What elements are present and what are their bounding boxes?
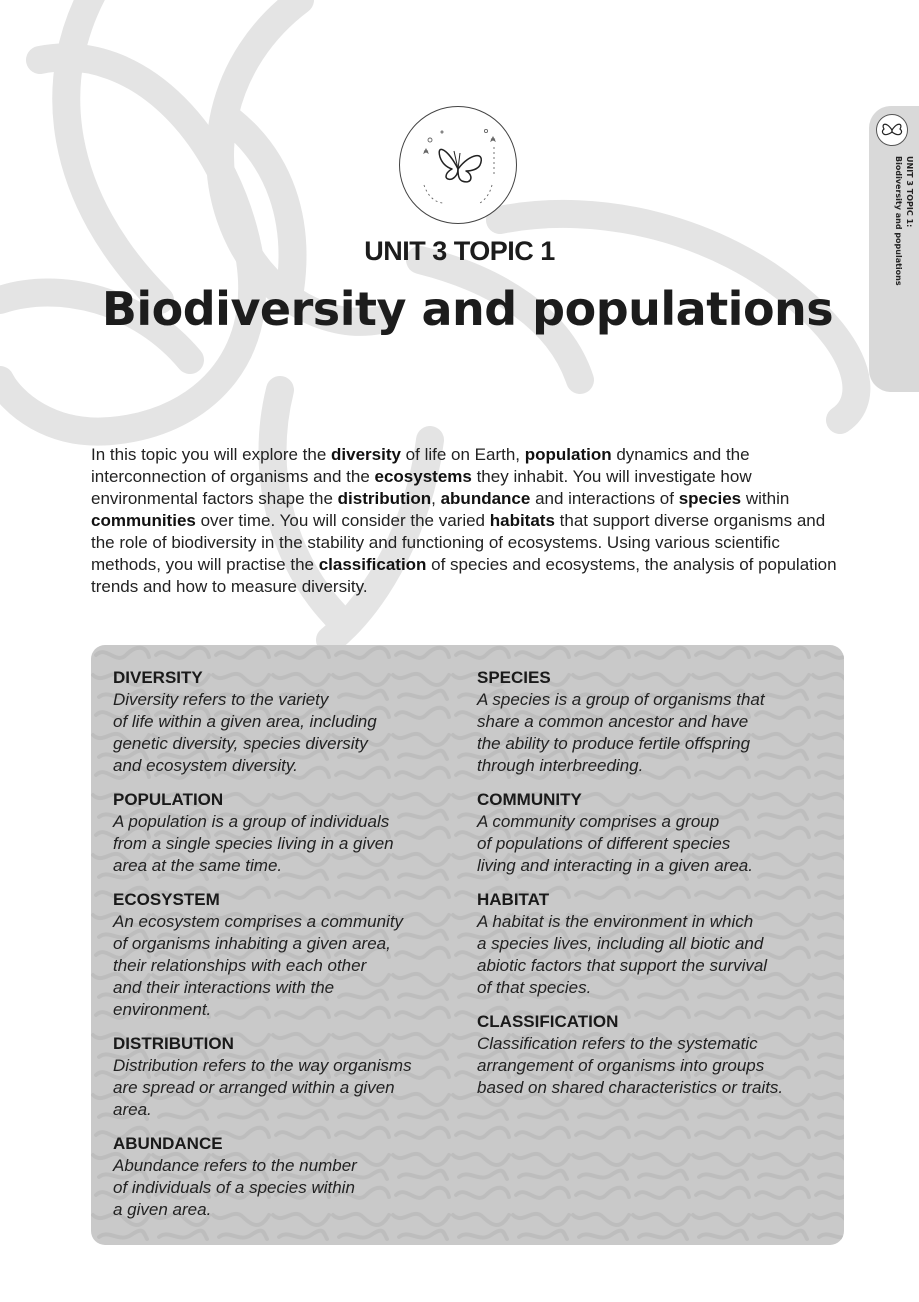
intro-text: within [741,489,790,508]
side-tab-line2: Biodiversity and populations [894,156,903,286]
glossary-term [113,889,473,1021]
term-name: ECOSYSTEM [113,890,220,909]
term-definition: An ecosystem comprises a community of organisms inhabiting a given area, their relationships with each other and their interactions with the environment. [113,912,404,1019]
term-name: HABITAT [477,890,550,909]
keyword: abundance [440,489,531,508]
term-name: ABUNDANCE [113,1134,223,1153]
term-name: SPECIES [477,668,551,687]
glossary-box [91,645,844,1245]
keyword: communities [91,511,196,530]
term-name: COMMUNITY [477,790,582,809]
glossary-term [477,789,837,877]
keyword: diversity [331,445,401,464]
term-definition: A population is a group of individuals from a single species living in a given area at the same time. [113,812,394,875]
glossary-term [113,1133,473,1221]
intro-text: and interactions of [530,489,679,508]
glossary-right-column [477,667,837,1111]
term-definition: Diversity refers to the variety of life within a given area, including genetic diversity, species diversity and ecosystem diversity. [113,690,377,775]
intro-text: they inhabit. You will investigate how environmental factors shape the [91,467,752,508]
term-definition: A habitat is the environment in which a species lives, including all biotic and abiotic factors that support the survival of that species. [477,912,768,997]
term-definition: Classification refers to the systematic arrangement of organisms into groups based on shared characteristics or traits. [477,1034,784,1097]
keyword: ecosystems [374,467,472,486]
intro-text: of life on Earth, [400,445,525,464]
butterfly-icon [876,114,908,146]
intro-text: In this topic you will explore the [91,445,332,464]
glossary-left-column [113,667,473,1233]
glossary-term [477,1011,837,1099]
term-name: DISTRIBUTION [113,1034,234,1053]
unit-label: UNIT 3 TOPIC 1 [364,236,555,266]
term-name: DIVERSITY [113,668,203,687]
topic-emblem [399,106,517,224]
term-name: POPULATION [113,790,224,809]
side-tab-line1: UNIT 3 TOPIC 1: [905,156,914,228]
intro-text: over time. You will consider the varied [195,511,490,530]
page-title: Biodiversity and populations [101,282,834,336]
keyword: distribution [337,489,432,508]
keyword: population [524,445,612,464]
term-definition: A community comprises a group of populations of different species living and interacting in a given area. [477,812,753,875]
glossary-term [113,667,473,777]
glossary-term [477,889,837,999]
intro-text: of species and ecosystems, the analysis of population trends and how to measure diversity. [91,555,837,596]
side-tab-label [873,156,915,384]
keyword: habitats [489,511,555,530]
intro-text: dynamics and the interconnection of organisms and the [91,445,750,486]
keyword: species [678,489,742,508]
term-definition: Distribution refers to the way organisms are spread or arranged within a given area. [113,1056,412,1119]
intro-text: , [431,489,441,508]
glossary-term [113,789,473,877]
intro-text: that support diverse organisms and the role of biodiversity in the stability and functioning of ecosystems. Using various scientific methods, you will practise the [91,511,826,574]
intro-paragraph [91,444,851,598]
glossary-term [113,1033,473,1121]
glossary-term [477,667,837,777]
keyword: classification [318,555,427,574]
term-name: CLASSIFICATION [477,1012,619,1031]
term-definition: Abundance refers to the number of individuals of a species within a given area. [113,1156,357,1219]
butterfly-icon [400,107,516,223]
term-definition: A species is a group of organisms that share a common ancestor and have the ability to produce fertile offspring through interbreeding. [477,690,765,775]
